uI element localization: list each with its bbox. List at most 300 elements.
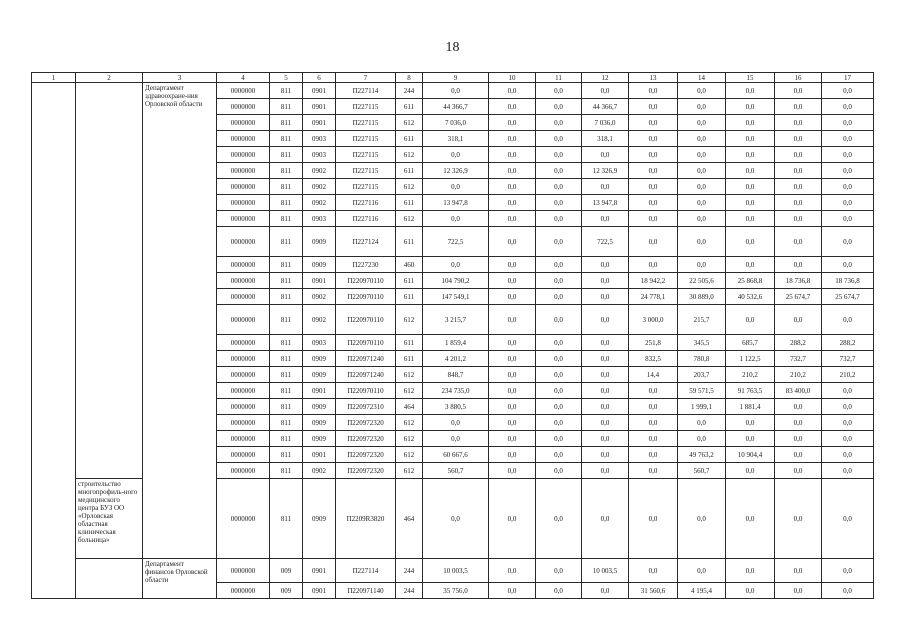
table-cell: 31 560,6 — [629, 583, 678, 599]
table-cell: 44 366,7 — [423, 99, 489, 115]
table-cell: 0,0 — [822, 115, 874, 131]
table-cell: 811 — [270, 273, 303, 289]
table-cell: 210,2 — [775, 367, 822, 383]
table-cell: 0,0 — [822, 463, 874, 479]
table-cell: 0000000 — [217, 179, 270, 195]
table-cell: 0,0 — [536, 289, 582, 305]
table-cell: 0000000 — [217, 211, 270, 227]
table-cell: 0,0 — [775, 131, 822, 147]
table-cell: 10 003,5 — [582, 559, 629, 583]
table-cell: 0903 — [303, 131, 336, 147]
table-cell: П220972320 — [336, 415, 396, 431]
table-cell: 0902 — [303, 179, 336, 195]
table-cell: П220972320 — [336, 431, 396, 447]
table-cell: 811 — [270, 257, 303, 273]
table-cell: 611 — [396, 99, 423, 115]
table-cell: 0,0 — [678, 163, 726, 179]
table-cell: 203,7 — [678, 367, 726, 383]
table-cell: 811 — [270, 115, 303, 131]
table-cell: 30 889,0 — [678, 289, 726, 305]
table-cell: 0,0 — [822, 211, 874, 227]
table-cell: 811 — [270, 383, 303, 399]
table-cell: 612 — [396, 179, 423, 195]
table-cell: 0,0 — [489, 431, 536, 447]
table-cell: 0,0 — [822, 479, 874, 559]
table-cell: 0903 — [303, 147, 336, 163]
department-name: Департамент финансов Орловской области — [143, 559, 217, 599]
table-cell: 0,0 — [822, 131, 874, 147]
table-cell: 0000000 — [217, 447, 270, 463]
table-cell: 0,0 — [678, 211, 726, 227]
table-cell: П220971240 — [336, 367, 396, 383]
table-cell: 0,0 — [775, 257, 822, 273]
table-cell: 0,0 — [536, 559, 582, 583]
table-cell: 0,0 — [775, 431, 822, 447]
table-cell: П227114 — [336, 83, 396, 99]
table-cell: 811 — [270, 83, 303, 99]
table-cell: 0,0 — [489, 273, 536, 289]
table-cell: 210,2 — [726, 367, 775, 383]
table-cell: 0909 — [303, 351, 336, 367]
table-cell: 811 — [270, 131, 303, 147]
table-cell: П220970110 — [336, 273, 396, 289]
table-cell: 611 — [396, 195, 423, 211]
table-cell: 0,0 — [678, 559, 726, 583]
table-cell: 0,0 — [489, 99, 536, 115]
table-cell: 811 — [270, 367, 303, 383]
table-cell: 40 532,6 — [726, 289, 775, 305]
table-cell: 0,0 — [582, 351, 629, 367]
table-cell: 0901 — [303, 583, 336, 599]
table-cell: 91 763,5 — [726, 383, 775, 399]
table-cell: 0,0 — [582, 179, 629, 195]
table-cell: П220971140 — [336, 583, 396, 599]
table-cell: 0,0 — [536, 99, 582, 115]
table-cell: П220971240 — [336, 351, 396, 367]
table-cell: 0,0 — [423, 479, 489, 559]
table-cell: 0,0 — [629, 179, 678, 195]
table-cell: 0,0 — [775, 179, 822, 195]
table-cell: 0,0 — [726, 559, 775, 583]
table-cell: 0901 — [303, 83, 336, 99]
table-cell: 0,0 — [775, 147, 822, 163]
table-cell: 611 — [396, 131, 423, 147]
table-cell: 0,0 — [629, 83, 678, 99]
table-cell: П227115 — [336, 147, 396, 163]
table-cell: 244 — [396, 559, 423, 583]
table-cell: 25 674,7 — [775, 289, 822, 305]
table-cell: 0,0 — [489, 399, 536, 415]
table-cell: 612 — [396, 463, 423, 479]
table-cell: 244 — [396, 583, 423, 599]
table-cell: 25 868,8 — [726, 273, 775, 289]
table-cell: 0,0 — [582, 273, 629, 289]
table-cell: 0,0 — [536, 131, 582, 147]
table-cell: 811 — [270, 227, 303, 257]
table-cell: 0,0 — [822, 583, 874, 599]
table-cell: 0,0 — [822, 227, 874, 257]
table-cell: 464 — [396, 479, 423, 559]
column-header: 7 — [336, 73, 396, 83]
table-cell: 215,7 — [678, 305, 726, 335]
table-cell: 0,0 — [489, 289, 536, 305]
table-cell: 0,0 — [822, 257, 874, 273]
table-cell: 1 859,4 — [423, 335, 489, 351]
table-cell: 0000000 — [217, 195, 270, 211]
table-cell: 12 326,9 — [582, 163, 629, 179]
table-cell: 0,0 — [489, 559, 536, 583]
table-cell: 0909 — [303, 227, 336, 257]
table-cell: 722,5 — [423, 227, 489, 257]
table-cell: 0,0 — [489, 415, 536, 431]
table-cell: 0,0 — [822, 179, 874, 195]
table-cell: 0,0 — [775, 479, 822, 559]
table-cell: 0909 — [303, 399, 336, 415]
table-cell: 0,0 — [726, 195, 775, 211]
table-cell: 0,0 — [489, 211, 536, 227]
table-cell: 0909 — [303, 431, 336, 447]
table-cell: 1 881,4 — [726, 399, 775, 415]
table-cell: 0,0 — [678, 431, 726, 447]
table-cell: 0,0 — [489, 179, 536, 195]
table-cell: 0,0 — [536, 115, 582, 131]
table-cell: 0,0 — [489, 479, 536, 559]
col2-cell — [76, 559, 143, 599]
table-cell: 0,0 — [582, 83, 629, 99]
table-cell: П227115 — [336, 99, 396, 115]
table-cell: 612 — [396, 115, 423, 131]
table-cell: 35 756,0 — [423, 583, 489, 599]
table-cell: 0,0 — [489, 163, 536, 179]
table-cell: П227230 — [336, 257, 396, 273]
table-cell: 832,5 — [629, 351, 678, 367]
table-cell: 811 — [270, 351, 303, 367]
table-cell: 0,0 — [726, 83, 775, 99]
table-cell: 0,0 — [582, 463, 629, 479]
table-cell: 612 — [396, 367, 423, 383]
table-cell: 811 — [270, 447, 303, 463]
table-cell: 0901 — [303, 273, 336, 289]
table-cell: 0,0 — [629, 195, 678, 211]
table-cell: 0,0 — [629, 99, 678, 115]
table-cell: 811 — [270, 163, 303, 179]
table-cell: 0000000 — [217, 83, 270, 99]
table-cell: 0,0 — [489, 257, 536, 273]
table-cell: 612 — [396, 383, 423, 399]
table-cell: 0,0 — [822, 99, 874, 115]
table-cell: 3 000,0 — [629, 305, 678, 335]
table-cell: П227115 — [336, 163, 396, 179]
table-cell: 0,0 — [726, 179, 775, 195]
column-header: 3 — [143, 73, 217, 83]
table-cell: 0000000 — [217, 257, 270, 273]
column-header: 12 — [582, 73, 629, 83]
table-cell: 0,0 — [536, 257, 582, 273]
table-cell: 0,0 — [536, 447, 582, 463]
table-cell: 0000000 — [217, 305, 270, 335]
table-cell: 0,0 — [629, 131, 678, 147]
table-cell: 0,0 — [775, 163, 822, 179]
table-cell: 0,0 — [726, 431, 775, 447]
table-cell: 0,0 — [489, 463, 536, 479]
table-cell: 0000000 — [217, 289, 270, 305]
page-number: 18 — [445, 40, 460, 55]
table-cell: 0,0 — [489, 131, 536, 147]
table-cell: 0000000 — [217, 335, 270, 351]
table-cell: 7 036,0 — [423, 115, 489, 131]
table-cell: 0,0 — [582, 479, 629, 559]
table-cell: 685,7 — [726, 335, 775, 351]
table-cell: 4 201,2 — [423, 351, 489, 367]
table-cell: 0,0 — [775, 305, 822, 335]
table-cell: 318,1 — [423, 131, 489, 147]
table-cell: 0,0 — [536, 583, 582, 599]
table-cell: 811 — [270, 179, 303, 195]
table-cell: 0,0 — [775, 83, 822, 99]
table-cell: 0,0 — [536, 83, 582, 99]
table-cell: 0,0 — [536, 335, 582, 351]
table-cell: 0,0 — [822, 383, 874, 399]
table-cell: 0,0 — [775, 115, 822, 131]
table-cell: 460 — [396, 257, 423, 273]
table-cell: 009 — [270, 559, 303, 583]
table-cell: 0909 — [303, 415, 336, 431]
table-cell: 0,0 — [536, 163, 582, 179]
table-cell: 0,0 — [775, 99, 822, 115]
table-cell: 0,0 — [822, 447, 874, 463]
table-cell: 0000000 — [217, 163, 270, 179]
table-cell: 25 674,7 — [822, 289, 874, 305]
table-cell: 0,0 — [536, 211, 582, 227]
column-header: 17 — [822, 73, 874, 83]
table-cell: 0,0 — [775, 399, 822, 415]
table-cell: 0,0 — [629, 163, 678, 179]
table-cell: 612 — [396, 447, 423, 463]
table-cell: 0,0 — [489, 195, 536, 211]
table-cell: П220972310 — [336, 399, 396, 415]
table-cell: 009 — [270, 583, 303, 599]
table-cell: 3 215,7 — [423, 305, 489, 335]
column-header: 4 — [217, 73, 270, 83]
column-header: 13 — [629, 73, 678, 83]
table-cell: 0901 — [303, 99, 336, 115]
table-cell: 0,0 — [489, 583, 536, 599]
table-cell: 0,0 — [536, 195, 582, 211]
table-cell: 811 — [270, 335, 303, 351]
table-cell: 60 667,6 — [423, 447, 489, 463]
column-header: 11 — [536, 73, 582, 83]
table-cell: 811 — [270, 431, 303, 447]
table-cell: П220970110 — [336, 335, 396, 351]
table-cell: 0,0 — [489, 351, 536, 367]
table-cell: 0,0 — [489, 147, 536, 163]
table-cell: 611 — [396, 163, 423, 179]
table-cell: П227115 — [336, 115, 396, 131]
table-cell: 0,0 — [726, 415, 775, 431]
table-cell: 0,0 — [582, 415, 629, 431]
table-cell: 0901 — [303, 559, 336, 583]
table-cell: 722,5 — [582, 227, 629, 257]
table-cell: 0,0 — [678, 227, 726, 257]
table-cell: 0,0 — [726, 479, 775, 559]
table-cell: 59 571,5 — [678, 383, 726, 399]
table-cell: 0,0 — [629, 479, 678, 559]
table-cell: 848,7 — [423, 367, 489, 383]
table-cell: 0,0 — [489, 383, 536, 399]
table-cell: 732,7 — [822, 351, 874, 367]
table-cell: 0902 — [303, 289, 336, 305]
table-cell: 0,0 — [822, 147, 874, 163]
table-cell: 0,0 — [629, 399, 678, 415]
table-cell: 0,0 — [678, 99, 726, 115]
table-cell: 612 — [396, 211, 423, 227]
table-cell: 612 — [396, 147, 423, 163]
table-cell: 0,0 — [775, 195, 822, 211]
table-cell: 0,0 — [536, 273, 582, 289]
table-cell: 0,0 — [822, 415, 874, 431]
table-cell: 10 904,4 — [726, 447, 775, 463]
budget-table — [31, 72, 874, 599]
table-cell: 0000000 — [217, 399, 270, 415]
table-cell: 244 — [396, 83, 423, 99]
table-cell: 0,0 — [582, 583, 629, 599]
table-cell: 0,0 — [629, 431, 678, 447]
table-cell: 611 — [396, 351, 423, 367]
table-cell: 0000000 — [217, 367, 270, 383]
table-cell: 811 — [270, 463, 303, 479]
column-header: 6 — [303, 73, 336, 83]
table-cell: 811 — [270, 211, 303, 227]
table-cell: 4 195,4 — [678, 583, 726, 599]
table-cell: 0902 — [303, 163, 336, 179]
column-header: 10 — [489, 73, 536, 83]
table-cell: 611 — [396, 227, 423, 257]
table-cell: 0,0 — [822, 399, 874, 415]
table-cell: 0,0 — [629, 257, 678, 273]
table-cell: 318,1 — [582, 131, 629, 147]
table-cell: 0,0 — [582, 257, 629, 273]
table-cell: 0,0 — [629, 211, 678, 227]
table-cell: 0,0 — [582, 447, 629, 463]
table-cell: 0,0 — [423, 415, 489, 431]
table-cell: 0,0 — [775, 211, 822, 227]
table-cell: 0,0 — [726, 463, 775, 479]
table-cell: П227115 — [336, 179, 396, 195]
table-cell: 0,0 — [822, 163, 874, 179]
column-header: 16 — [775, 73, 822, 83]
table-cell: 612 — [396, 431, 423, 447]
table-cell: П227116 — [336, 195, 396, 211]
col1-cell — [32, 83, 76, 599]
column-header: 8 — [396, 73, 423, 83]
table-cell: П227115 — [336, 131, 396, 147]
table-cell: 0909 — [303, 257, 336, 273]
table-cell: 0,0 — [775, 463, 822, 479]
table-cell: 1 999,1 — [678, 399, 726, 415]
table-cell: 251,8 — [629, 335, 678, 351]
table-cell: 811 — [270, 415, 303, 431]
table-cell: 0,0 — [726, 115, 775, 131]
table-cell: 0,0 — [726, 583, 775, 599]
table-cell: 18 736,8 — [822, 273, 874, 289]
table-cell: 0,0 — [678, 83, 726, 99]
table-cell: 0,0 — [726, 257, 775, 273]
table-cell: 288,2 — [822, 335, 874, 351]
table-cell: 10 003,5 — [423, 559, 489, 583]
department-name: Департамент здравоохране-ния Орловской области — [143, 83, 217, 559]
table-cell: 288,2 — [775, 335, 822, 351]
table-cell: 0903 — [303, 211, 336, 227]
table-cell: 0000000 — [217, 131, 270, 147]
table-cell: 0,0 — [489, 83, 536, 99]
table-cell: 0,0 — [629, 115, 678, 131]
table-cell: 0000000 — [217, 583, 270, 599]
table-cell: 0,0 — [822, 195, 874, 211]
table-cell: 104 790,2 — [423, 273, 489, 289]
table-cell: 0,0 — [678, 415, 726, 431]
table-cell: 0,0 — [536, 227, 582, 257]
table-cell: 780,8 — [678, 351, 726, 367]
column-header: 15 — [726, 73, 775, 83]
table-cell: 0000000 — [217, 351, 270, 367]
table-cell: 0,0 — [582, 289, 629, 305]
table-cell: 12 326,9 — [423, 163, 489, 179]
table-cell: 147 549,1 — [423, 289, 489, 305]
table-cell: 0000000 — [217, 115, 270, 131]
table-cell: 0,0 — [582, 383, 629, 399]
table-cell: 0,0 — [536, 415, 582, 431]
table-cell: 0,0 — [726, 163, 775, 179]
table-cell: 0,0 — [726, 211, 775, 227]
table-cell: 0,0 — [678, 179, 726, 195]
table-cell: 0000000 — [217, 99, 270, 115]
table-cell: 811 — [270, 399, 303, 415]
table-cell: 0,0 — [775, 447, 822, 463]
column-header: 14 — [678, 73, 726, 83]
table-cell: 0,0 — [775, 583, 822, 599]
table-cell: 0,0 — [678, 115, 726, 131]
table-cell: П220970110 — [336, 289, 396, 305]
table-cell: 0,0 — [582, 367, 629, 383]
table-cell: 0000000 — [217, 431, 270, 447]
table-cell: 345,5 — [678, 335, 726, 351]
table-cell: П227124 — [336, 227, 396, 257]
table-cell: 0902 — [303, 463, 336, 479]
table-cell: 464 — [396, 399, 423, 415]
table-cell: 0,0 — [726, 147, 775, 163]
table-cell: 0000000 — [217, 415, 270, 431]
table-cell: 0,0 — [423, 83, 489, 99]
column-header: 2 — [76, 73, 143, 83]
table-cell: 0,0 — [489, 227, 536, 257]
column-header: 1 — [32, 73, 76, 83]
table-cell: П220972320 — [336, 463, 396, 479]
table-cell: 14,4 — [629, 367, 678, 383]
table-cell: 210,2 — [822, 367, 874, 383]
table-cell: 732,7 — [775, 351, 822, 367]
table-cell: 811 — [270, 479, 303, 559]
table-cell: 0,0 — [536, 383, 582, 399]
table-cell: 0,0 — [582, 147, 629, 163]
table-cell: 13 947,8 — [423, 195, 489, 211]
table-cell: 49 763,2 — [678, 447, 726, 463]
table-cell: 0,0 — [726, 99, 775, 115]
table-cell: 0,0 — [582, 431, 629, 447]
table-cell: 0000000 — [217, 273, 270, 289]
col2-cell — [76, 83, 143, 479]
table-cell: 0,0 — [629, 559, 678, 583]
table-cell: 1 122,5 — [726, 351, 775, 367]
